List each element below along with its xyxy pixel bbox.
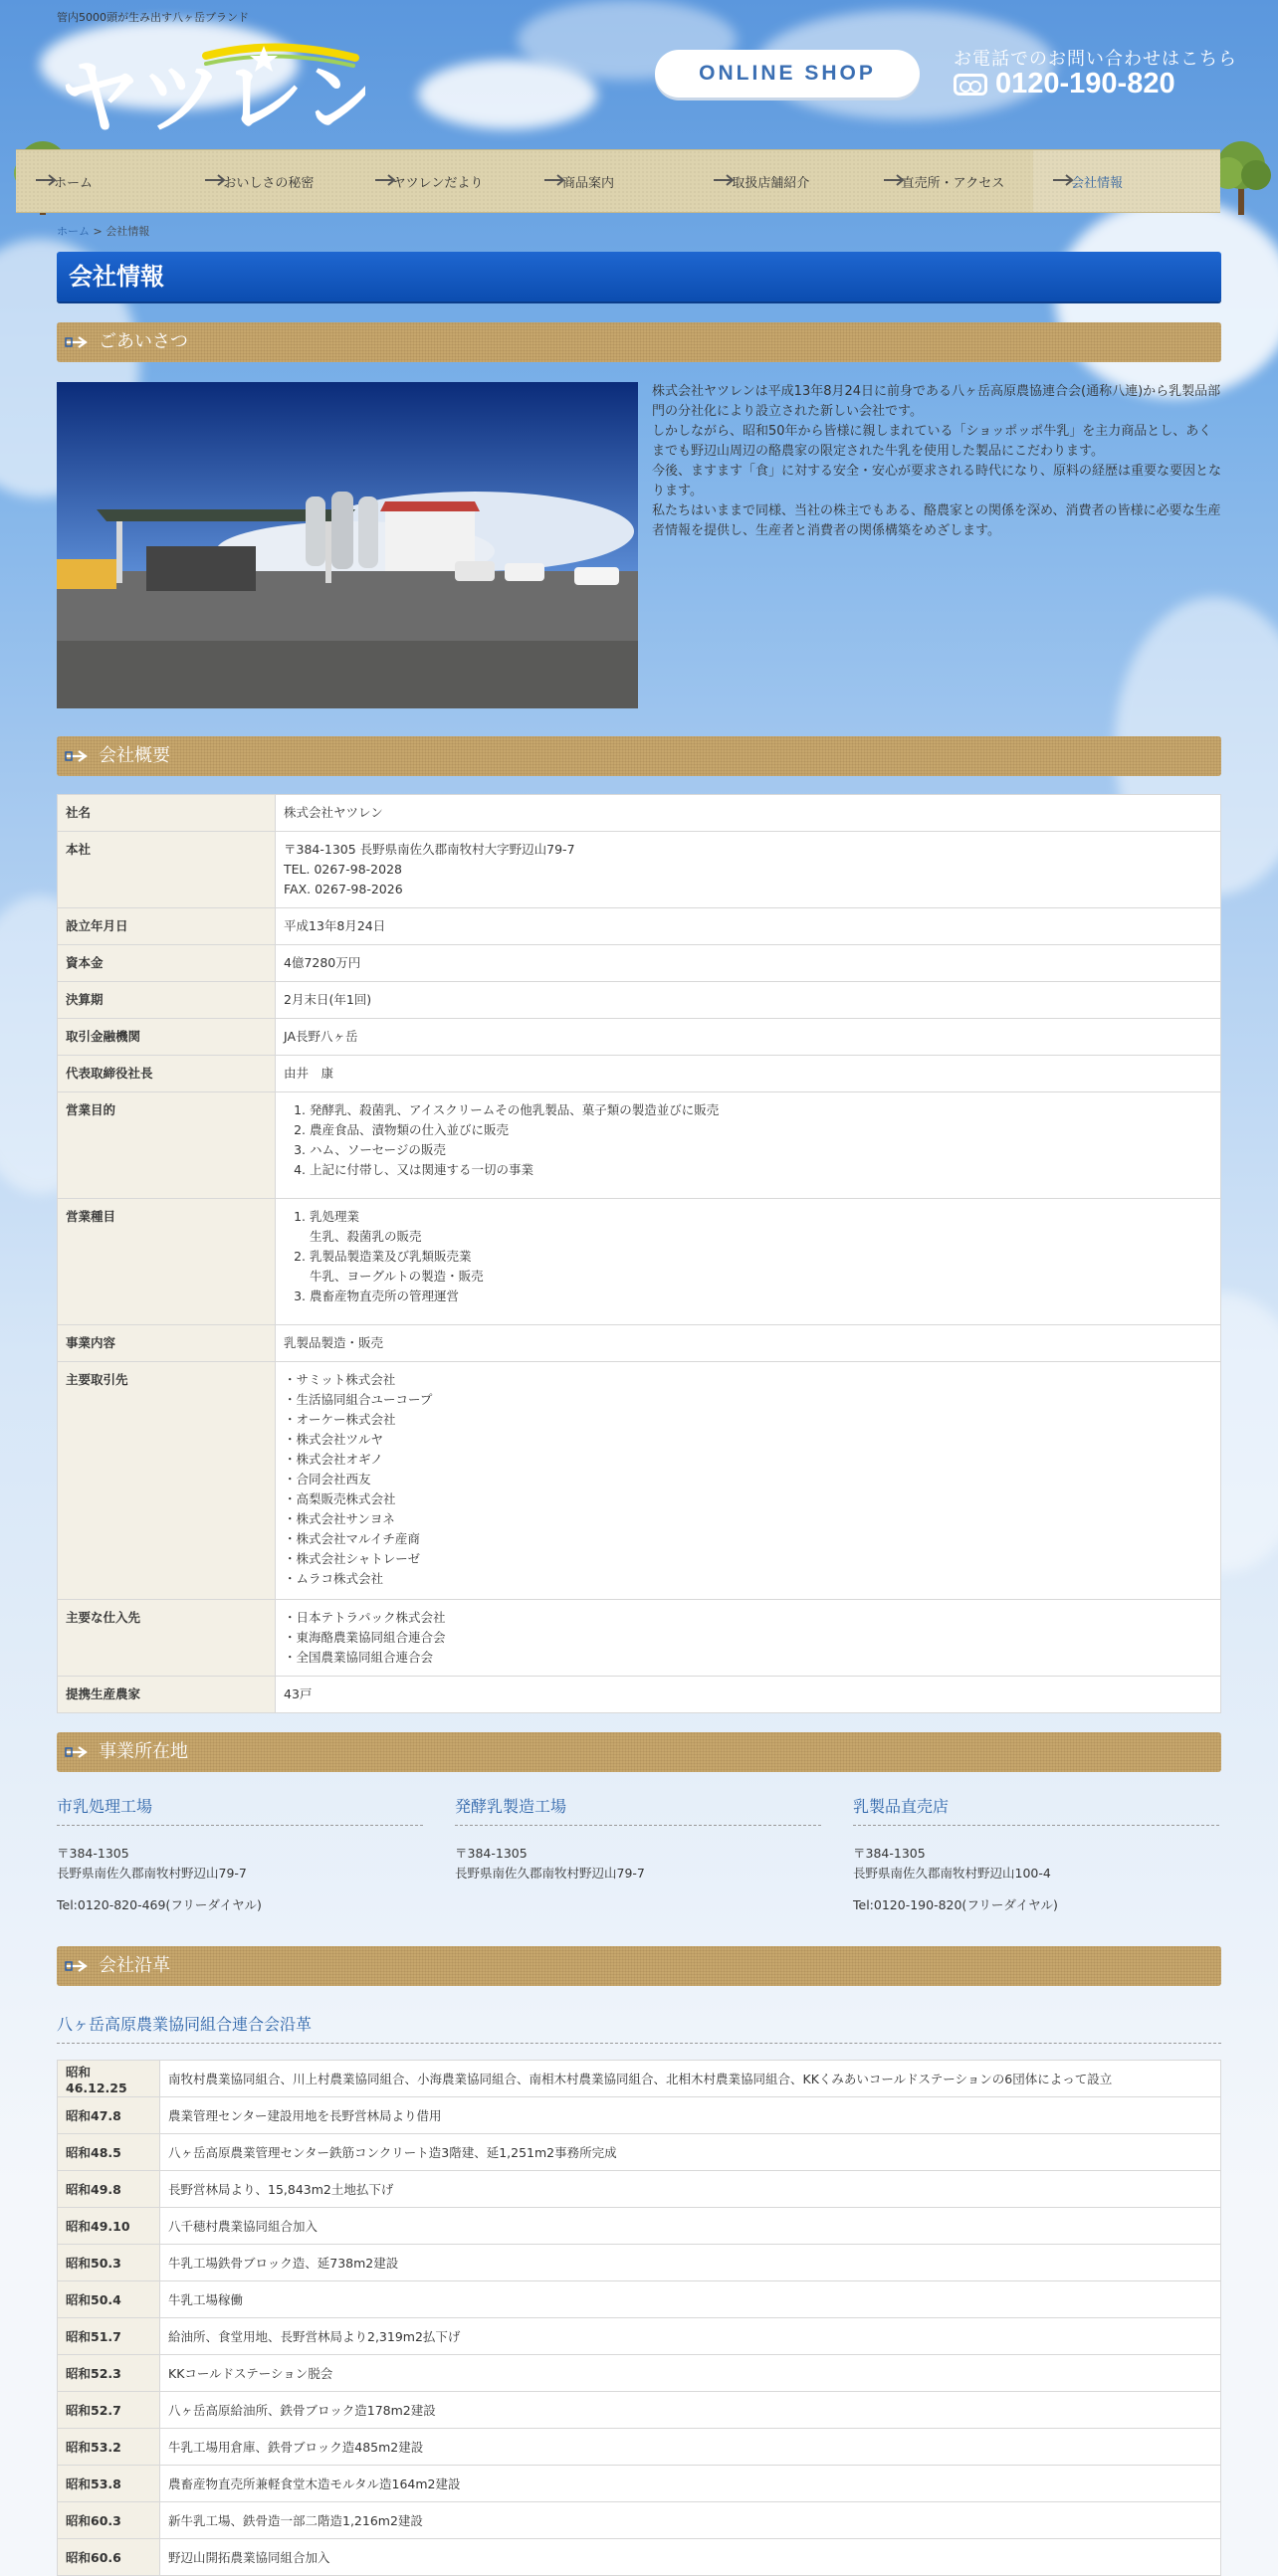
table-row: 社名 株式会社ヤツレン <box>58 795 1221 832</box>
table-row: 決算期 2月末日(年1回) <box>58 982 1221 1019</box>
history-table <box>57 2060 1221 2576</box>
arrow-right-icon <box>544 174 566 186</box>
freedial-icon <box>954 74 987 96</box>
table-row: 営業種目 1. 乳処理業 生乳、殺菌乳の販売 2. 乳製品製造業及び乳類販売業 牛乳、ヨーグルトの製造・販売 3. 農畜産物直売所の管理運営 <box>58 1199 1221 1325</box>
arrow-right-icon <box>65 335 91 349</box>
table-row: 提携生産農家 43戸 <box>58 1677 1221 1713</box>
nav-item-company[interactable]: 会社情報 <box>1033 150 1220 212</box>
arrow-right-icon <box>1053 174 1075 186</box>
nav-item-home[interactable]: ホーム <box>16 150 185 212</box>
table-row <box>58 2355 1221 2392</box>
table-row <box>58 2097 1221 2134</box>
table-row <box>58 2318 1221 2355</box>
table-row: 本社 〒384-1305 長野県南佐久郡南牧村大字野辺山79-7 TEL. 0267-98-2028 FAX. 0267-98-2026 <box>58 832 1221 908</box>
table-row <box>58 2281 1221 2318</box>
table-row: 取引金融機関 JA長野八ヶ岳 <box>58 1019 1221 1056</box>
history-date: 昭和52.3 <box>58 2355 160 2392</box>
history-subtitle: 八ヶ岳高原農業協同組合連合会沿革 <box>57 2012 1221 2044</box>
history-event: 牛乳工場稼働 <box>160 2281 1221 2318</box>
table-row: 営業目的 1. 発酵乳、殺菌乳、アイスクリームその他乳製品、菓子類の製造並びに販売 2. 農産食品、漬物類の仕入並びに販売 3. ハム、ソーセージの販売 4. 上記に付帯し、又は関連する一切の事業 <box>58 1092 1221 1199</box>
nav-item-access[interactable]: 直売所・アクセス <box>864 150 1033 212</box>
arrow-right-icon <box>714 174 736 186</box>
arrow-right-icon <box>65 749 91 763</box>
table-row: 設立年月日 平成13年8月24日 <box>58 908 1221 945</box>
contact-label: お電話でのお問い合わせはこちら <box>954 49 1237 70</box>
history-event: 八千穂村農業協同組合加入 <box>160 2208 1221 2245</box>
history-date: 昭和52.7 <box>58 2392 160 2429</box>
arrow-right-icon <box>205 174 227 186</box>
history-date: 昭和46.12.25 <box>58 2061 160 2097</box>
breadcrumb-home-link[interactable]: ホーム <box>57 225 90 238</box>
arrow-right-icon <box>375 174 397 186</box>
arrow-right-icon <box>36 174 58 186</box>
contact-phone-number: 0120-190-820 <box>995 68 1175 99</box>
online-shop-button[interactable]: ONLINE SHOP <box>655 50 920 98</box>
history-date: 昭和47.8 <box>58 2097 160 2134</box>
history-event: KKコールドステーション脱会 <box>160 2355 1221 2392</box>
history-date: 昭和53.2 <box>58 2429 160 2466</box>
history-event: 八ヶ岳高原農業管理センター鉄筋コンクリート造3階建、延1,251m2事務所完成 <box>160 2134 1221 2171</box>
history-event: 野辺山開拓農業協同組合加入 <box>160 2539 1221 2576</box>
table-row: 主要な仕入先 ・日本テトラパック株式会社 ・東海酪農業協同組合連合会 ・全国農業協同組合連合会 <box>58 1600 1221 1677</box>
history-event: 牛乳工場鉄骨ブロック造、延738m2建設 <box>160 2245 1221 2281</box>
nav-item-products[interactable]: 商品案内 <box>525 150 694 212</box>
table-row <box>58 2171 1221 2208</box>
history-event: 給油所、食堂用地、長野営林局より2,319m2払下げ <box>160 2318 1221 2355</box>
section-heading-greeting: ごあいさつ <box>57 322 1221 362</box>
table-row: 代表取締役社長 由井 康 <box>58 1056 1221 1092</box>
page-title: 会社情報 <box>57 252 1221 301</box>
arrow-right-icon <box>65 1745 91 1759</box>
history-date: 昭和49.10 <box>58 2208 160 2245</box>
greeting-text: 株式会社ヤツレンは平成13年8月24日に前身である八ヶ岳高原農協連合会(通称八連)から乳製品部門の分社化により設立された新しい会社です。 しかしながら、昭和50年から皆様に親しまれている「ショッポッポ牛乳」を主力商品とし、あくまでも野辺山周辺の酪農家の限定された牛乳を使用した製品にこだわります。 今後、ますます「食」に対する安全・安心が要求される時代になり、原料の経歴は重要な要因となります。 私たちはいままで同様、当社の株主でもある、酪農家との関係を深め、消費者の皆様に必要な生産者情報を提供し、生産者と消費者の関係構築をめざします。 <box>652 384 1222 538</box>
table-row <box>58 2061 1221 2097</box>
factory-photo <box>57 382 638 708</box>
history-date: 昭和51.7 <box>58 2318 160 2355</box>
contact-phone[interactable] <box>954 68 1175 100</box>
nav-item-news[interactable]: ヤツレンだより <box>355 150 525 212</box>
nav-item-stores[interactable]: 取扱店舗紹介 <box>694 150 863 212</box>
section-heading-overview: 会社概要 <box>57 736 1221 776</box>
history-date: 昭和60.3 <box>58 2502 160 2539</box>
table-row: 主要取引先 ・サミット株式会社 ・生活協同組合ユーコープ ・オーケー株式会社 ・株式会社ツルヤ ・株式会社オギノ ・合同会社西友 ・高梨販売株式会社 ・株式会社サンヨネ ・株式会社マルイチ産商 ・株式会社シャトレーゼ ・ムラコ株式会社 <box>58 1362 1221 1600</box>
arrow-right-icon <box>884 174 906 186</box>
office-milk-plant: 市乳処理工場 〒384-1305 長野県南佐久郡南牧村野辺山79-7 Tel:0120-820-469(フリーダイヤル) <box>57 1794 423 1915</box>
nav-item-secret[interactable]: おいしさの秘密 <box>185 150 354 212</box>
history-event: 農畜産物直売所兼軽食堂木造モルタル造164m2建設 <box>160 2466 1221 2502</box>
table-row <box>58 2134 1221 2171</box>
history-date: 昭和49.8 <box>58 2171 160 2208</box>
table-row: 資本金 4億7280万円 <box>58 945 1221 982</box>
main-nav <box>16 149 1220 213</box>
history-date: 昭和53.8 <box>58 2466 160 2502</box>
history-date: 昭和48.5 <box>58 2134 160 2171</box>
history-event: 南牧村農業協同組合、川上村農業協同組合、小海農業協同組合、南相木村農業協同組合、北相木村農業協同組合、KKくみあいコールドステーションの6団体によって設立 <box>160 2061 1221 2097</box>
logo-text: ヤツレン <box>59 51 365 137</box>
history-event: 長野営林局より、15,843m2土地払下げ <box>160 2171 1221 2208</box>
company-overview-table <box>57 794 1221 1713</box>
arrow-right-icon <box>65 1959 91 1973</box>
history-event: 牛乳工場用倉庫、鉄骨ブロック造485m2建設 <box>160 2429 1221 2466</box>
table-row <box>58 2466 1221 2502</box>
history-date: 昭和50.4 <box>58 2281 160 2318</box>
table-row <box>58 2208 1221 2245</box>
section-heading-history: 会社沿革 <box>57 1946 1221 1986</box>
history-date: 昭和50.3 <box>58 2245 160 2281</box>
table-row <box>58 2392 1221 2429</box>
site-logo[interactable] <box>57 28 365 137</box>
office-direct-store: 乳製品直売店 〒384-1305 長野県南佐久郡南牧村野辺山100-4 Tel:0120-190-820(フリーダイヤル) <box>853 1794 1219 1915</box>
table-row: 事業内容 乳製品製造・販売 <box>58 1325 1221 1362</box>
history-event: 農業管理センター建設用地を長野営林局より借用 <box>160 2097 1221 2134</box>
history-event: 新牛乳工場、鉄骨造一部二階造1,216m2建設 <box>160 2502 1221 2539</box>
history-event: 八ヶ岳高原給油所、鉄骨ブロック造178m2建設 <box>160 2392 1221 2429</box>
table-row <box>58 2539 1221 2576</box>
table-row <box>58 2245 1221 2281</box>
table-row <box>58 2429 1221 2466</box>
office-fermented-plant: 発酵乳製造工場 〒384-1305 長野県南佐久郡南牧村野辺山79-7 <box>455 1794 821 1883</box>
section-heading-offices: 事業所在地 <box>57 1732 1221 1772</box>
table-row <box>58 2502 1221 2539</box>
site-tagline: 管内5000頭が生み出す八ヶ岳ブランド <box>57 11 249 24</box>
breadcrumb: ホーム > 会社情報 <box>57 225 150 238</box>
breadcrumb-current: 会社情報 <box>106 225 150 238</box>
history-date: 昭和60.6 <box>58 2539 160 2576</box>
